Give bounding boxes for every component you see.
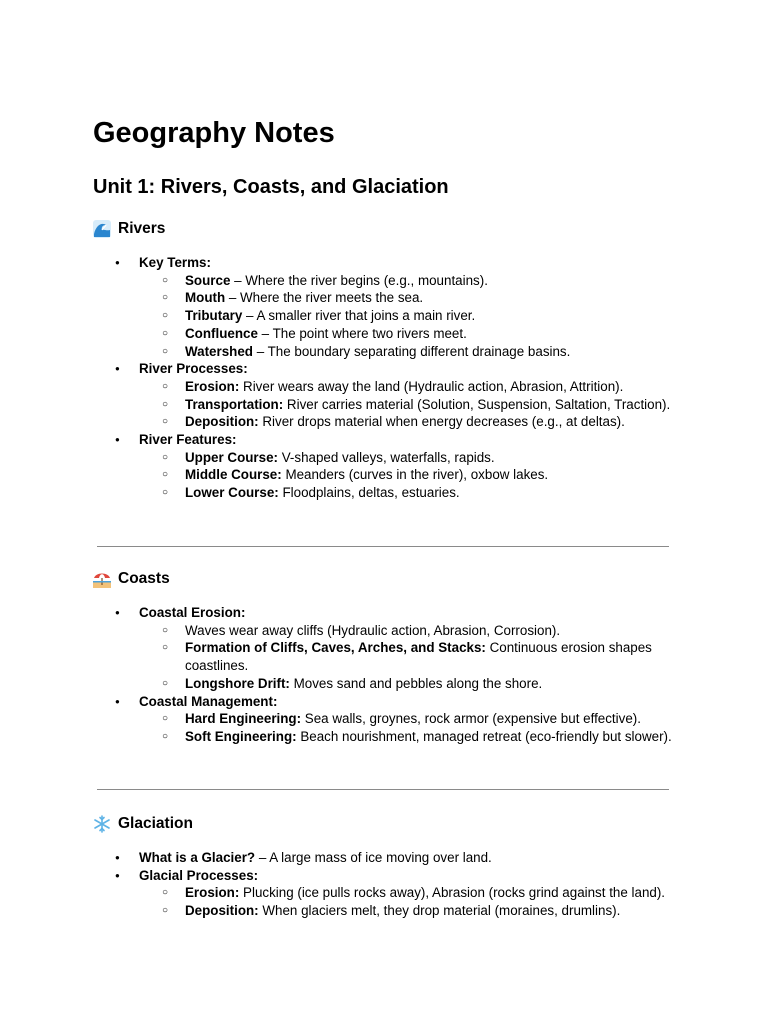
section-coasts	[93, 568, 683, 746]
list-item	[139, 378, 683, 396]
river-processes-list	[139, 378, 683, 431]
definition: Plucking (ice pulls rocks away), Abrasion (rocks grind against the land).	[239, 885, 666, 901]
term: Tributary	[185, 308, 243, 324]
definition: – The boundary separating different drainage basins.	[252, 343, 571, 359]
definition: River drops material when energy decreases (e.g., at deltas).	[258, 414, 625, 430]
list-item	[139, 343, 683, 361]
glacial-processes-label: Glacial Processes:	[139, 867, 259, 883]
glacial-processes-list	[139, 884, 683, 919]
list-item	[139, 272, 683, 290]
beach-umbrella-icon	[93, 570, 111, 588]
term: Deposition:	[185, 903, 259, 919]
list-item	[139, 325, 683, 343]
list-item	[139, 413, 683, 431]
definition: Beach nourishment, managed retreat (eco-friendly but slower).	[296, 728, 672, 744]
glaciation-list	[93, 849, 683, 920]
definition: Floodplains, deltas, estuaries.	[278, 485, 460, 501]
coasts-heading	[93, 568, 683, 590]
list-item	[139, 884, 683, 902]
term: Hard Engineering:	[185, 711, 302, 727]
river-features-list	[139, 449, 683, 502]
list-item	[139, 289, 683, 307]
list-item	[93, 867, 683, 920]
definition: Sea walls, groynes, rock armor (expensive but effective).	[301, 711, 641, 727]
glaciation-heading	[93, 813, 683, 835]
rivers-list	[93, 254, 683, 502]
key-terms-list	[139, 272, 683, 361]
definition: River carries material (Solution, Suspension, Saltation, Traction).	[283, 396, 671, 412]
definition: – A large mass of ice moving over land.	[255, 850, 492, 865]
term: Watershed	[185, 343, 253, 359]
definition: Waves wear away cliffs (Hydraulic action, Abrasion, Corrosion).	[185, 622, 561, 638]
river-processes-label: River Processes:	[139, 361, 248, 377]
glaciation-heading-text: Glaciation	[118, 815, 193, 832]
definition: – Where the river meets the sea.	[225, 290, 424, 306]
list-item	[139, 675, 683, 693]
definition: Meanders (curves in the river), oxbow lakes.	[281, 467, 549, 483]
term: Deposition:	[185, 414, 259, 430]
list-item	[93, 360, 683, 431]
coasts-heading-text: Coasts	[118, 570, 170, 587]
term: What is a Glacier?	[139, 850, 256, 865]
list-item	[139, 710, 683, 728]
term: Lower Course:	[185, 485, 279, 501]
list-item	[93, 431, 683, 502]
list-item	[139, 449, 683, 467]
definition: When glaciers melt, they drop material (moraines, drumlins).	[258, 903, 621, 919]
section-divider	[97, 789, 669, 790]
unit-title: Unit 1: Rivers, Coasts, and Glaciation	[93, 176, 449, 198]
list-item	[139, 484, 683, 502]
coastal-management-label: Coastal Management:	[139, 693, 278, 709]
key-terms-label: Key Terms:	[139, 255, 211, 270]
river-features-label: River Features:	[139, 432, 237, 448]
definition: – Where the river begins (e.g., mountains).	[230, 272, 488, 288]
term: Longshore Drift:	[185, 675, 290, 691]
list-item	[139, 466, 683, 484]
definition: River wears away the land (Hydraulic action, Abrasion, Attrition).	[239, 378, 624, 394]
definition: – A smaller river that joins a main river.	[242, 308, 476, 324]
list-item	[139, 639, 683, 674]
section-divider	[97, 546, 669, 547]
list-item	[93, 693, 683, 746]
snowflake-icon	[93, 815, 111, 833]
definition: Moves sand and pebbles along the shore.	[289, 675, 543, 691]
term: Source	[185, 272, 231, 288]
list-item	[139, 622, 683, 640]
list-item	[139, 902, 683, 920]
rivers-heading-text: Rivers	[118, 220, 166, 237]
term: Formation of Cliffs, Caves, Arches, and Stacks:	[185, 640, 486, 656]
coastal-management-list	[139, 710, 683, 745]
coasts-list	[93, 604, 683, 746]
section-glaciation	[93, 813, 683, 920]
list-item	[93, 604, 683, 693]
term: Upper Course:	[185, 449, 279, 465]
list-item	[139, 728, 683, 746]
term: Middle Course:	[185, 467, 282, 483]
rivers-heading	[93, 218, 683, 240]
document-title: Geography Notes	[93, 117, 335, 149]
wave-icon	[93, 220, 111, 238]
section-rivers	[93, 218, 683, 502]
term: Soft Engineering:	[185, 728, 297, 744]
term: Erosion:	[185, 378, 240, 394]
list-item	[93, 849, 683, 867]
term: Transportation:	[185, 396, 284, 412]
term: Mouth	[185, 290, 226, 306]
term: Erosion:	[185, 885, 240, 901]
definition: V-shaped valleys, waterfalls, rapids.	[278, 449, 495, 465]
term: Confluence	[185, 325, 258, 341]
definition: Continuous erosion shapes coastlines.	[185, 640, 652, 674]
definition: – The point where two rivers meet.	[257, 325, 467, 341]
list-item	[93, 254, 683, 360]
coastal-erosion-label: Coastal Erosion:	[139, 605, 246, 620]
list-item	[139, 307, 683, 325]
list-item	[139, 396, 683, 414]
coastal-erosion-list	[139, 622, 683, 693]
